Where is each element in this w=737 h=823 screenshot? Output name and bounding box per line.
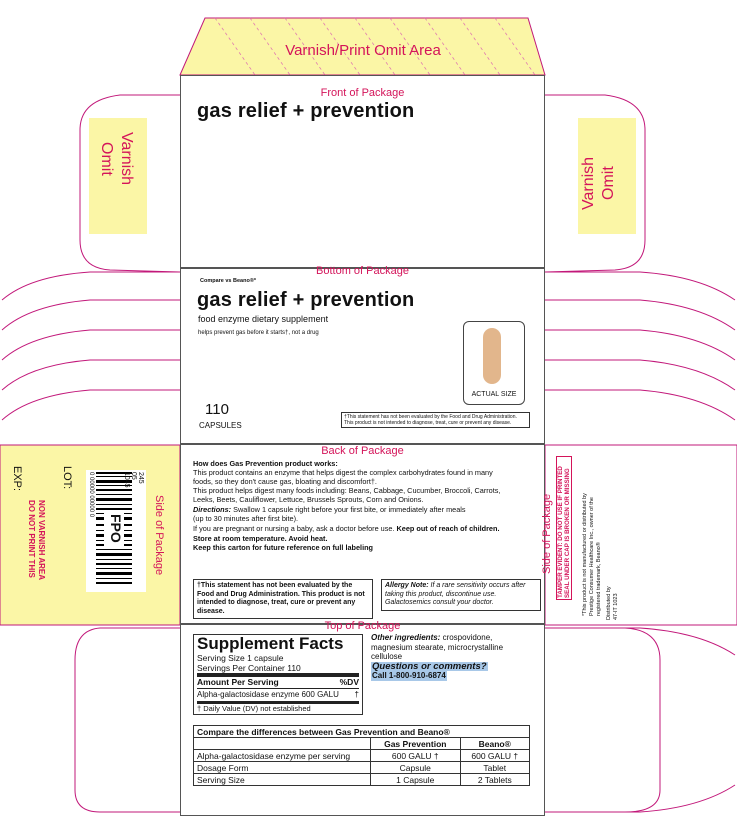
varnish-left-word2: Omit bbox=[98, 142, 115, 176]
comparison-col-gas-prevention: Gas Prevention bbox=[371, 738, 461, 750]
bottom-tagline: helps prevent gas before it starts†, not a drug bbox=[198, 330, 319, 336]
fpo-text: FPO bbox=[108, 514, 124, 543]
questions-text: Questions or comments? bbox=[372, 660, 487, 672]
serving-size: Serving Size 1 capsule bbox=[197, 653, 284, 663]
varnish-left-word1: Varnish bbox=[118, 132, 135, 186]
servings-per-container: Servings Per Container 110 bbox=[197, 663, 359, 677]
actual-size-box bbox=[463, 321, 525, 405]
front-title: gas relief + prevention bbox=[197, 100, 415, 122]
manufacturer-line2: Prestige Consumer Healthcare Inc., owner of the bbox=[589, 497, 595, 616]
bottom-label: Bottom of Package bbox=[316, 265, 409, 277]
ingredient-dv: † bbox=[354, 690, 359, 699]
other-label: Other ingredients: bbox=[371, 633, 441, 642]
comparison-table bbox=[193, 725, 530, 786]
front-label: Front of Package bbox=[320, 87, 405, 99]
barcode bbox=[86, 470, 146, 592]
tamper-line2: SEAL UNDER CAP IS BROKEN OR MISSING bbox=[564, 468, 571, 598]
bottom-disclaimer bbox=[341, 412, 530, 428]
actual-size-label: ACTUAL SIZE bbox=[471, 391, 517, 398]
capsule-count: 110 bbox=[205, 401, 229, 418]
varnish-left-area bbox=[89, 118, 147, 234]
tamper-line1: TAMPER EVIDENT: DO NOT USE IF PRINTED bbox=[557, 466, 564, 598]
row-value-a: Capsule bbox=[371, 762, 461, 774]
manufacturer-note bbox=[582, 456, 603, 616]
comparison-heading: Compare the differences between Gas Prevention and Beano® bbox=[194, 726, 530, 738]
side-left-label: Side of Package bbox=[153, 495, 165, 576]
table-row bbox=[194, 750, 530, 762]
table-row bbox=[194, 762, 530, 774]
how-line1: This product contains an enzyme that helps digest the complex carbohydrates found in many bbox=[193, 468, 493, 477]
keep-out-warning: Keep out of reach of children. bbox=[396, 524, 500, 533]
amount-row bbox=[197, 677, 359, 689]
row-value-b: Tablet bbox=[460, 762, 529, 774]
row-value-a: 1 Capsule bbox=[371, 774, 461, 786]
product-code: 47-IT 1023 bbox=[613, 593, 619, 620]
comparison-header-blank bbox=[194, 738, 371, 750]
directions-label: Directions: bbox=[193, 505, 232, 514]
row-value-b: 600 GALU † bbox=[460, 750, 529, 762]
supplement-title: Supplement Facts bbox=[197, 634, 344, 653]
how-line2: foods, so they don't cause gas, bloating and discomfort†. bbox=[193, 477, 377, 486]
allergy-text: If a rare sensitivity occurs after taking this product, discontinue use. Galactosemics consult your doctor. bbox=[385, 582, 526, 606]
upc-digits: 0 00000 00000 0 bbox=[88, 472, 94, 518]
back-statement-box: †This statement has not been evaluated by the Food and Drug Administration. This product is not intended to diagnose, treat, cure or prevent any disease. bbox=[193, 579, 373, 619]
keep-carton-text: Keep this carton for future reference on full labeling bbox=[193, 543, 374, 552]
non-varnish-line2: DO NOT PRINT THIS bbox=[27, 500, 36, 578]
front-panel bbox=[180, 75, 545, 268]
how-line3: This product helps digest many foods including: Beans, Cabbage, Cucumber, Broccoli, Carrots, bbox=[193, 486, 501, 495]
tamper-box bbox=[556, 456, 572, 600]
row-value-b: 2 Tablets bbox=[460, 774, 529, 786]
top-panel bbox=[180, 620, 545, 816]
non-varnish-line1: NON VARNISH AREA bbox=[37, 500, 46, 581]
capsule-count-unit: CAPSULES bbox=[199, 421, 242, 430]
row-label: Alpha-galactosidase enzyme per serving bbox=[194, 750, 371, 762]
back-body bbox=[193, 459, 538, 552]
store-text: Store at room temperature. Avoid heat. bbox=[193, 534, 328, 543]
other-text3: cellulose bbox=[371, 652, 403, 661]
amount-label: Amount Per Serving bbox=[197, 677, 279, 687]
dv-label: %DV bbox=[339, 677, 359, 687]
other-text1: crospovidone, bbox=[440, 633, 493, 642]
manufacturer-line1: *This product is not manufactured or distributed by bbox=[582, 493, 588, 616]
back-panel bbox=[180, 444, 545, 624]
other-ingredients bbox=[371, 633, 536, 681]
varnish-right-word1: Varnish bbox=[580, 156, 597, 210]
supplement-facts bbox=[193, 634, 363, 715]
how-heading: How does Gas Prevention product works: bbox=[193, 459, 338, 468]
row-label: Serving Size bbox=[194, 774, 371, 786]
varnish-top-label: Varnish/Print Omit Area bbox=[285, 42, 441, 59]
pregnant-warning: If you are pregnant or nursing a baby, ask a doctor before use. bbox=[193, 524, 397, 533]
bottom-panel bbox=[180, 265, 545, 444]
row-value-a: 600 GALU † bbox=[371, 750, 461, 762]
directions-line1: Swallow 1 capsule right before your first bite, or immediately after meals bbox=[231, 505, 466, 514]
ingredient-name: Alpha-galactosidase enzyme 600 GALU bbox=[197, 690, 339, 699]
row-label: Dosage Form bbox=[194, 762, 371, 774]
distributor-note bbox=[606, 560, 620, 620]
compare-text: Compare vs Beano®* bbox=[200, 278, 257, 284]
allergy-label: Allergy Note: bbox=[385, 582, 429, 589]
bottom-subtitle: food enzyme dietary supplement bbox=[198, 314, 329, 324]
how-line4: Leeks, Beets, Cauliflower, Lettuce, Brussels Sprouts, Corn and Onions. bbox=[193, 495, 424, 504]
back-label: Back of Package bbox=[321, 445, 404, 457]
table-row bbox=[194, 774, 530, 786]
other-text2: magnesium stearate, microcrystalline bbox=[371, 642, 504, 652]
capsule-icon bbox=[483, 328, 501, 384]
distributed-by: Distributed by bbox=[606, 586, 612, 620]
lot-label: LOT: bbox=[61, 466, 73, 490]
comparison-col-beano: Beano® bbox=[460, 738, 529, 750]
allergy-box bbox=[381, 579, 541, 611]
barcode-number: 245 05 1045 bbox=[123, 472, 144, 488]
manufacturer-line3: registered trademark, Beano® bbox=[596, 542, 602, 616]
side-right-label: Side of Package bbox=[541, 493, 553, 574]
varnish-right-word2: Omit bbox=[600, 166, 617, 200]
disclaimer-line2: This product is not intended to diagnose, treat, cure or prevent any disease. bbox=[344, 420, 512, 426]
phone-number[interactable]: Call 1-800-910-6874 bbox=[372, 671, 446, 680]
ingredient-row bbox=[197, 689, 359, 704]
directions-line2: (up to 30 minutes after first bite). bbox=[193, 514, 299, 523]
bottom-title: gas relief + prevention bbox=[197, 289, 415, 311]
disclaimer-line1: †This statement has not been evaluated by the Food and Drug Administration. bbox=[344, 414, 517, 420]
top-label: Top of Package bbox=[324, 620, 401, 632]
varnish-right-area bbox=[578, 118, 636, 234]
dv-footnote: † Daily Value (DV) not established bbox=[197, 704, 311, 713]
exp-label: EXP: bbox=[11, 466, 23, 492]
